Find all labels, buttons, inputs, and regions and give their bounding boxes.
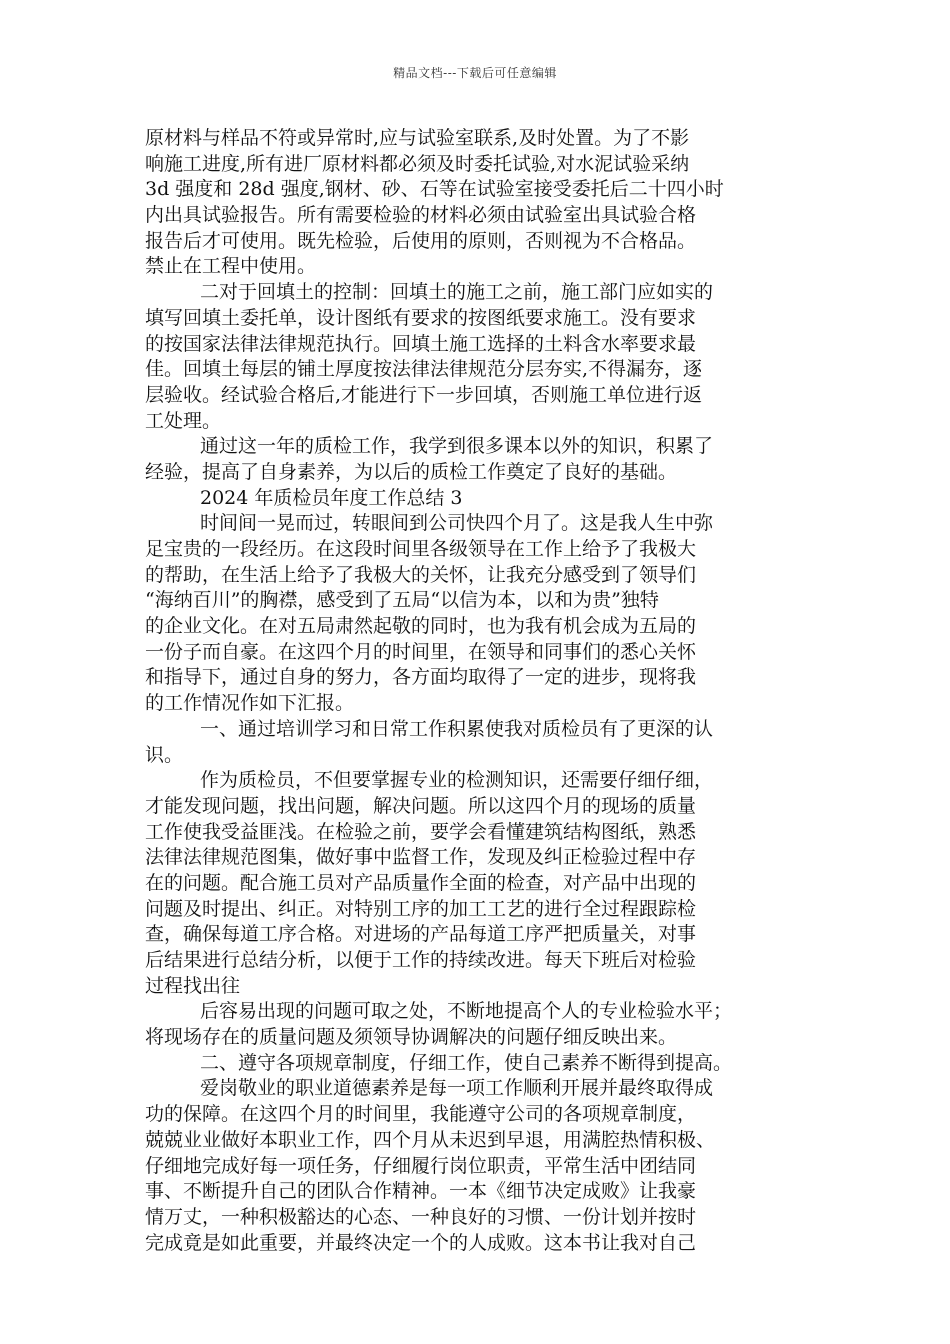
text-line: 法律法律规范图集，做好事中监督工作，发现及纠正检验过程中存: [145, 846, 697, 869]
text-line: 佳。回填土每层的铺土厚度按法律法律规范分层夯实,不得漏夯，逐: [145, 358, 703, 381]
text-line: 完成竟是如此重要，并最终决定一个的人成败。这本书让我对自己: [145, 1231, 697, 1254]
page-header: 精品文档---下载后可任意编辑: [393, 66, 557, 80]
text-line: 功的保障。在这四个月的时间里，我能遵守公司的各项规章制度，: [145, 1103, 697, 1126]
text-line: 的帮助，在生活上给予了我极大的关怀，让我充分感受到了领导们: [145, 563, 697, 586]
text-line: 情万丈，一种积极豁达的心态、一种良好的习惯、一份计划并按时: [145, 1205, 697, 1228]
text-line: 响施工进度,所有进厂原材料都必须及时委托试验,对水泥试验采纳: [145, 152, 690, 175]
paragraph-start-line: 时间间一晃而过，转眼间到公司快四个月了。这是我人生中弥: [200, 512, 714, 535]
paragraph-start-line: 通过这一年的质检工作，我学到很多课本以外的知识，积累了: [200, 435, 714, 458]
text-line: 报告后才可使用。既先检验，后使用的原则，否则视为不合格品。: [145, 229, 697, 252]
text-line: 的工作情况作如下汇报。: [145, 692, 355, 715]
text-line: 和指导下，通过自身的努力，各方面均取得了一定的进步，现将我: [145, 666, 697, 689]
paragraph-start-line: 2024 年质检员年度工作总结 3: [200, 486, 463, 509]
text-line: 一份子而自豪。在这四个月的时间里，在领导和同事们的悉心关怀: [145, 640, 697, 663]
text-line: 经验，提高了自身素养，为以后的质检工作奠定了良好的基础。: [145, 460, 678, 483]
text-line: 在的问题。配合施工员对产品质量作全面的检查，对产品中出现的: [145, 871, 697, 894]
text-line: 工作使我受益匪浅。在检验之前，要学会看懂建筑结构图纸，熟悉: [145, 820, 697, 843]
text-line: 过程找出往: [145, 974, 241, 997]
paragraph-start-line: 后容易出现的问题可取之处，不断地提高个人的专业检验水平；: [200, 1000, 733, 1023]
text-line: 禁止在工程中使用。: [145, 255, 317, 278]
text-line: 填写回填土委托单，设计图纸有要求的按图纸要求施工。没有要求: [145, 306, 697, 329]
paragraph-start-line: 二对于回填土的控制：回填土的施工之前，施工部门应如实的: [200, 281, 714, 304]
text-line: 层验收。经试验合格后,才能进行下一步回填，否则施工单位进行返: [145, 383, 703, 406]
document-body: [145, 126, 810, 1256]
text-line: 将现场存在的质量问题及须领导协调解决的问题仔细反映出来。: [145, 1026, 678, 1049]
text-line: 才能发现问题，找出问题，解决问题。所以这四个月的现场的质量: [145, 794, 697, 817]
text-line: 内出具试验报告。所有需要检验的材料必须由试验室出具试验合格: [145, 204, 697, 227]
text-line: 识。: [145, 743, 184, 766]
text-line: 足宝贵的一段经历。在这段时间里各级领导在工作上给予了我极大: [145, 538, 697, 560]
text-line: 工处理。: [145, 409, 222, 432]
text-line: 兢兢业业做好本职业工作，四个月从未迟到早退，用满腔热情积极、: [145, 1128, 716, 1151]
text-line: 的按国家法律法律规范执行。回填土施工选择的土料含水率要求最: [145, 332, 697, 355]
text-line: 的企业文化。在对五局肃然起敬的同时，也为我有机会成为五局的: [145, 615, 697, 638]
paragraph-start-line: 二、遵守各项规章制度，仔细工作，使自己素养不断得到提高。: [200, 1051, 733, 1074]
text-line: 原材料与样品不符或异常时,应与试验室联系,及时处置。为了不影: [145, 127, 690, 149]
paragraph-start-line: 作为质检员，不但要掌握专业的检测知识，还需要仔细仔细，: [200, 769, 714, 792]
text-line: “海纳百川”的胸襟，感受到了五局“以信为本，以和为贵”独特: [145, 589, 659, 612]
paragraph-start-line: 爱岗敬业的职业道德素养是每一项工作顺利开展并最终取得成: [200, 1077, 714, 1100]
text-line: 后结果进行总结分析，以便于工作的持续改进。每天下班后对检验: [145, 949, 697, 971]
text-line: 查，确保每道工序合格。对进场的产品每道工序严把质量关，对事: [145, 923, 697, 946]
paragraph-start-line: 一、通过培训学习和日常工作积累使我对质检员有了更深的认: [200, 717, 714, 740]
text-line: 3d 强度和 28d 强度,钢材、砂、石等在试验室接受委托后二十四小时: [145, 178, 724, 201]
text-line: 问题及时提出、纠正。对特别工序的加工工艺的进行全过程跟踪检: [145, 897, 697, 920]
text-line: 仔细地完成好每一项任务，仔细履行岗位职责，平常生活中团结同: [145, 1154, 697, 1177]
text-line: 事、不断提升自己的团队合作精神。一本《细节决定成败》让我豪: [145, 1180, 697, 1203]
